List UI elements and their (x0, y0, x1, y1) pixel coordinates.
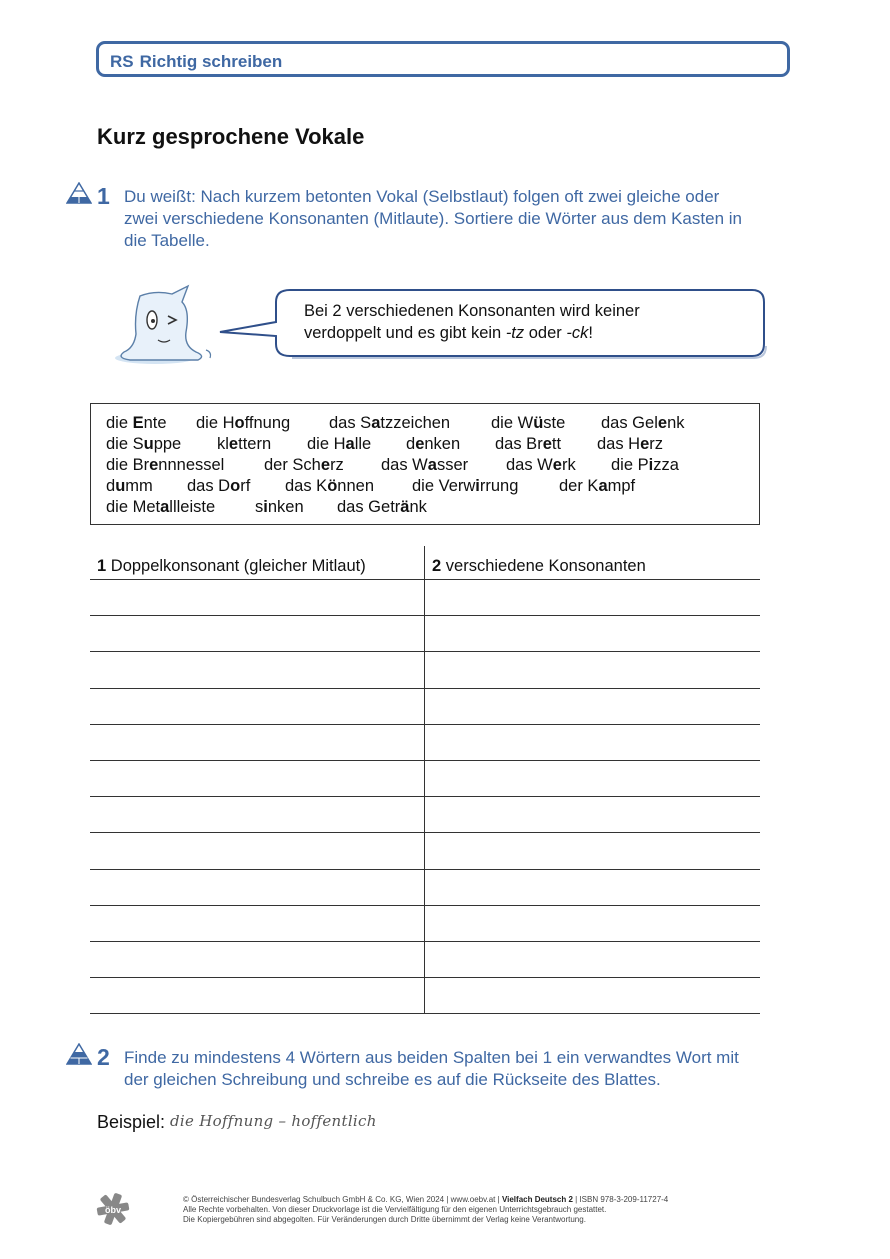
word-item: die Verwirrung (412, 477, 519, 495)
mascot-figure-icon (110, 280, 220, 368)
section-code: RS (110, 52, 134, 71)
publisher-logo-icon (96, 1192, 130, 1226)
section-label: Richtig schreiben (139, 52, 283, 71)
table-row-line (90, 941, 760, 942)
bubble-text-part: ! (588, 323, 593, 342)
footer-text: | ISBN 978-3-209-11727-4 (572, 1195, 669, 1204)
word-item: das Wasser (381, 456, 469, 474)
word-item: das Satzzeichen (329, 414, 451, 432)
word-item: das Können (285, 477, 375, 495)
table-row-line (90, 869, 760, 870)
task1-number: 1 (97, 183, 110, 209)
publisher-logo-text: öbv (104, 1205, 122, 1215)
column-number: 1 (97, 557, 107, 575)
word-item: das Getränk (337, 498, 427, 516)
word-item: die Ente (106, 414, 167, 432)
column-label: Doppelkonsonant (gleicher Mitlaut) (106, 557, 366, 575)
table-row-line (90, 1013, 760, 1014)
word-item: die Pizza (611, 456, 679, 474)
bubble-text-italic: -ck (566, 323, 589, 342)
column-label: verschiedene Konsonanten (441, 557, 646, 575)
word-item: das Gelenk (601, 414, 685, 432)
word-item: das Werk (506, 456, 576, 474)
bubble-text-part: oder (524, 323, 567, 342)
word-item: die Suppe (106, 435, 182, 453)
task1-line: zwei verschiedene Konsonanten (Mitlaute). Sortiere die Wörter aus dem Kasten in (124, 209, 742, 228)
table-row-line (90, 651, 760, 652)
footer-line1 (183, 1195, 668, 1205)
task2-instructions (124, 1047, 804, 1091)
task2-number: 2 (97, 1044, 110, 1070)
footer-line2: Alle Rechte vorbehalten. Von dieser Druckvorlage ist die Vervielfältigung für den eigenen Unterrichtsgebrauch gestattet. (183, 1205, 607, 1214)
column-number: 2 (432, 557, 442, 575)
word-item: die Metallleiste (106, 498, 216, 516)
table-row-line (90, 796, 760, 797)
bubble-line2 (304, 323, 744, 345)
word-item: die Brennnessel (106, 456, 225, 474)
table-row-line (90, 579, 760, 580)
word-item: das Herz (597, 435, 664, 453)
footer-copyright (183, 1195, 668, 1225)
word-item: das Dorf (187, 477, 251, 495)
section-header (110, 52, 282, 72)
table-row-line (90, 832, 760, 833)
column-header-different-consonants (432, 557, 646, 576)
footer-text: © Österreichischer Bundesverlag Schulbuch GmbH & Co. KG, Wien 2024 | www.oebv.at | (183, 1195, 502, 1204)
column-header-double-consonant (97, 557, 366, 576)
table-row-line (90, 724, 760, 725)
task2-line: der gleichen Schreibung und schreibe es auf die Rückseite des Blattes. (124, 1070, 661, 1089)
table-row-line (90, 760, 760, 761)
task1-line: die Tabelle. (124, 231, 210, 250)
table-row-line (90, 977, 760, 978)
bubble-text-part: verdoppelt und es gibt kein (304, 323, 506, 342)
word-item: das Brett (495, 435, 562, 453)
bubble-text-italic: -tz (505, 323, 525, 342)
word-item: die Halle (307, 435, 372, 453)
word-item: die Hoffnung (196, 414, 291, 432)
task1-line: Du weißt: Nach kurzem betonten Vokal (Selbstlaut) folgen oft zwei gleiche oder (124, 187, 720, 206)
table-column-divider (424, 546, 425, 1014)
difficulty-pyramid-icon (66, 182, 92, 204)
task2-line: Finde zu mindestens 4 Wörtern aus beiden Spalten bei 1 ein verwandtes Wort mit (124, 1048, 739, 1067)
table-row-line (90, 688, 760, 689)
word-item: sinken (255, 498, 304, 516)
word-item: der Kampf (559, 477, 636, 495)
table-row-line (90, 615, 760, 616)
bubble-line1: Bei 2 verschiedenen Konsonanten wird keiner (304, 302, 640, 320)
page-title: Kurz gesprochene Vokale (97, 124, 365, 149)
footer-line3: Die Kopiergebühren sind abgegolten. Für Veränderungen durch Dritte übernimmt der Verlag keine Verantwortung. (183, 1215, 586, 1224)
word-item: denken (406, 435, 461, 453)
example-label: Beispiel: (97, 1112, 166, 1132)
word-item: die Wüste (491, 414, 566, 432)
task1-instructions (124, 186, 804, 252)
word-item: klettern (217, 435, 272, 453)
example-handwritten: die Hoffnung – hoffentlich (170, 1112, 377, 1130)
table-row-line (90, 905, 760, 906)
word-item: dumm (106, 477, 153, 495)
footer-book-title: Vielfach Deutsch 2 (501, 1195, 573, 1204)
difficulty-pyramid-icon (66, 1043, 92, 1065)
speech-bubble-text (304, 301, 744, 344)
word-item: der Scherz (264, 456, 344, 474)
